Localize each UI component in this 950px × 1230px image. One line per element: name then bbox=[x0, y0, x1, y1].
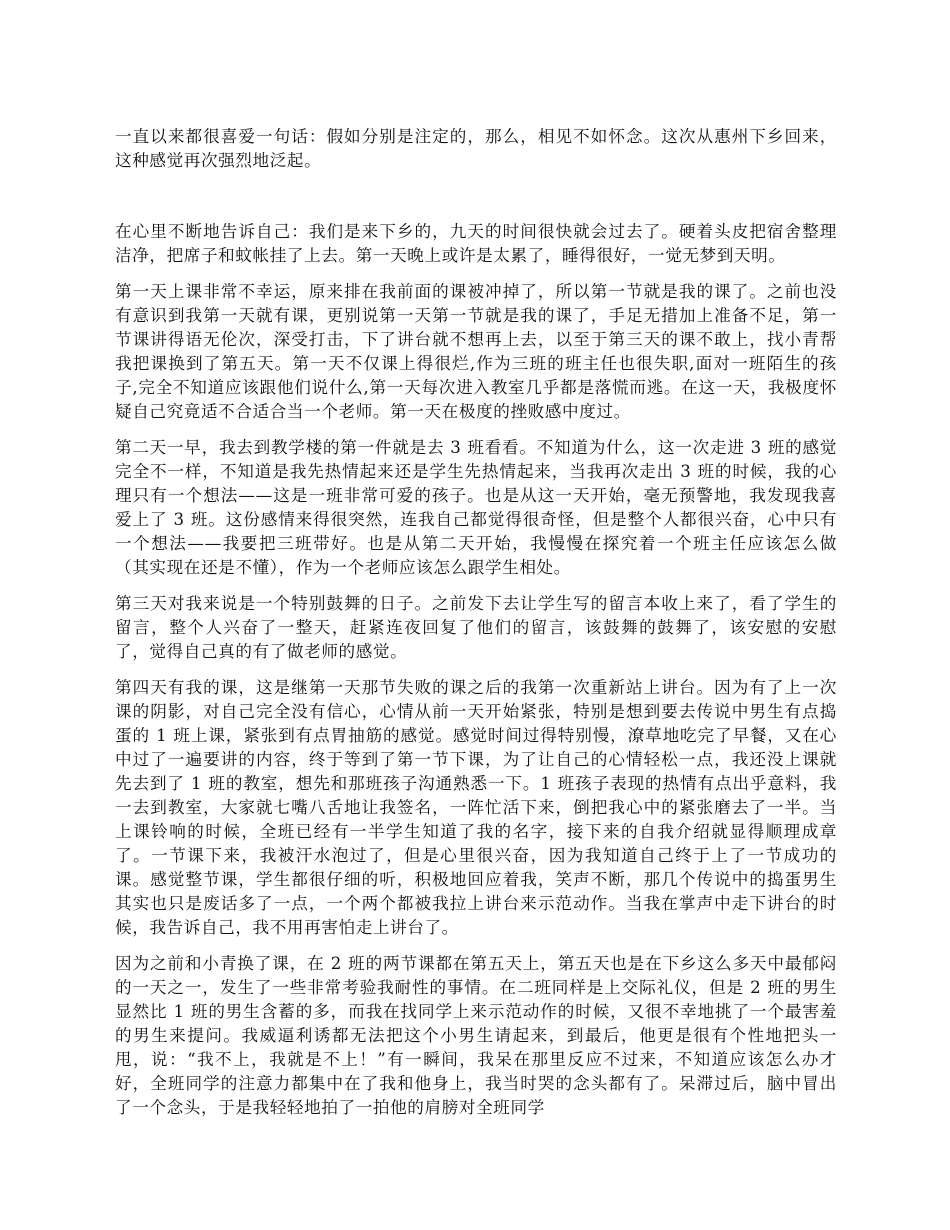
paragraph-1: 一直以来都很喜爱一句话：假如分别是注定的，那么，相见不如怀念。这次从惠州下乡回来，这种感觉再次强烈地泛起。 bbox=[115, 127, 837, 170]
paragraph-2: 在心里不断地告诉自己：我们是来下乡的，九天的时间很快就会过去了。硬着头皮把宿舍整理洁净，把席子和蚊帐挂了上去。第一天晚上或许是太累了，睡得很好，一觉无梦到天明。 bbox=[115, 222, 837, 265]
paragraph-3: 第一天上课非常不幸运，原来排在我前面的课被冲掉了，所以第一节就是我的课了。之前也没有意识到我第一天就有课，更别说第一天第一节就是我的课了，手足无措加上准备不足，第一节课讲得语无伦次，深受打击，下了讲台就不想再上去，以至于第三天的课不敢上，找小青帮我把课换到了第五天。第一天不仅课上得很烂,作为三班的班主任也很失职,面对一班陌生的孩子,完全不知道应该跟他们说什么,第一天每次进入教室几乎都是落慌而逃。在这一天，我极度怀疑自己究竟适不合适合当一个老师。第一天在极度的挫败感中度过。 bbox=[115, 282, 837, 421]
paragraph-6: 第四天有我的课，这是继第一天那节失败的课之后的我第一次重新站上讲台。因为有了上一次课的阴影，对自己完全没有信心，心情从前一天开始紧张，特别是想到要去传说中男生有点捣蛋的 1 班上课，紧张到有点胃抽筋的感觉。感觉时间过得特别慢，潦草地吃完了早餐，又在心中过了一遍要讲的内容，终于等到了第一节下课，为了让自己的心情轻松一点，我还没上课就先去到了 1 班的教室，想先和那班孩子沟通熟悉一下。1 班孩子表现的热情有点出乎意料，我一去到教室，大家就七嘴八舌地让我签名，一阵忙活下来，倒把我心中的紧张磨去了一半。当上课铃响的时候，全班已经有一半学生知道了我的名字，接下来的自我介绍就显得顺理成章了。一节课下来，我被汗水泡过了，但是心里很兴奋，因为我知道自己终于上了一节成功的课。感觉整节课，学生都很仔细的听，积极地回应着我，笑声不断，那几个传说中的捣蛋男生其实也只是废话多了一点，一个两个都被我拉上讲台来示范动作。当我在掌声中走下讲台的时候，我告诉自己，我不用再害怕走上讲台了。 bbox=[115, 678, 837, 937]
paragraph-7: 因为之前和小青换了课，在 2 班的两节课都在第五天上，第五天也是在下乡这么多天中最郁闷的一天之一，发生了一些非常考验我耐性的事情。在二班同样是上交际礼仪，但是 2 班的男生显然比 1 班的男生含蓄的多，而我在找同学上来示范动作的时候，又很不幸地挑了一个最害羞的男生来提问。我威逼利诱都无法把这个小男生请起来，到最后，他更是很有个性地把头一甩，说：“我不上，我就是不上！”有一瞬间，我呆在那里反应不过来，不知道应该怎么办才好，全班同学的注意力都集中在了我和他身上，我当时哭的念头都有了。呆滞过后，脑中冒出了一个念头，于是我轻轻地拍了一拍他的肩膀对全班同学 bbox=[115, 954, 837, 1117]
paragraph-5: 第三天对我来说是一个特别鼓舞的日子。之前发下去让学生写的留言本收上来了，看了学生的留言，整个人兴奋了一整天，赶紧连夜回复了他们的留言，该鼓舞的鼓舞了，该安慰的安慰了，觉得自己真的有了做老师的感觉。 bbox=[115, 594, 837, 661]
paragraph-4: 第二天一早，我去到教学楼的第一件就是去 3 班看看。不知道为什么，这一次走进 3 班的感觉完全不一样，不知道是我先热情起来还是学生先热情起来，当我再次走出 3 班的时候，我的心理只有一个想法——这是一班非常可爱的孩子。也是从这一天开始，毫无预警地，我发现我喜爱上了 3 班。这份感情来得很突然，连我自己都觉得很奇怪，但是整个人都很兴奋，心中只有一个想法——我要把三班带好。也是从第二天开始，我慢慢在探究着一个班主任应该怎么做（其实现在还是不懂），作为一个老师应该怎么跟学生相处。 bbox=[115, 438, 837, 577]
